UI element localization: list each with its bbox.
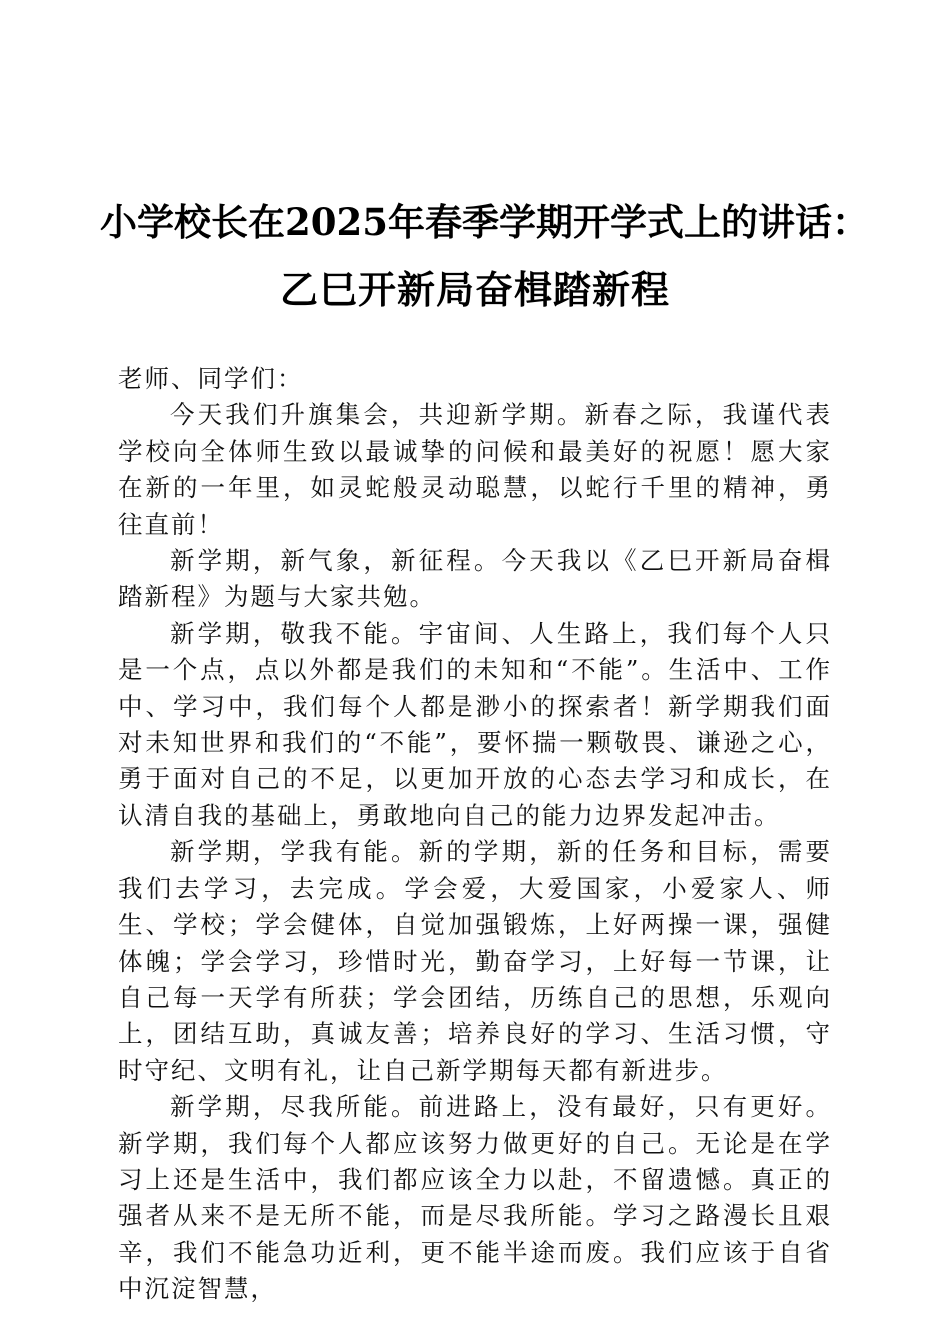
salutation: 老师、同学们： — [118, 364, 304, 393]
document-title-line-1: 小学校长在2025年春季学期开学式上的讲话： — [100, 200, 869, 244]
paragraph: 新学期，尽我所能。前进路上，没有最好，只有更好。新学期，我们每个人都应该努力做更好的自己。无论是在学习上还是生活中，我们都应该全力以赴，不留遗憾。真正的强者从来不是无所不能，而是尽我所能。学习之路漫长且艰辛，我们不能急功近利，更不能半途而废。我们应该于自省中沉淀智慧， — [118, 1092, 832, 1304]
paragraph: 新学期，新气象，新征程。今天我以《乙巳开新局奋楫踏新程》为题与大家共勉。 — [118, 546, 832, 612]
paragraph: 今天我们升旗集会，共迎新学期。新春之际，我谨代表学校向全体师生致以最诚挚的问候和最美好的祝愿！愿大家在新的一年里，如灵蛇般灵动聪慧，以蛇行千里的精神，勇往直前！ — [118, 400, 832, 539]
paragraph: 新学期，敬我不能。宇宙间、人生路上，我们每个人只是一个点，点以外都是我们的未知和“不能”。生活中、工作中、学习中，我们每个人都是渺小的探索者！新学期我们面对未知世界和我们的“不能”，要怀揣一颗敬畏、谦逊之心，勇于面对自己的不足，以更加开放的心态去学习和成长，在认清自我的基础上，勇敢地向自己的能力边界发起冲击。 — [118, 618, 832, 830]
document-title-line-2: 乙巳开新局奋楫踏新程 — [279, 267, 670, 312]
paragraph: 新学期，学我有能。新的学期，新的任务和目标，需要我们去学习，去完成。学会爱，大爱国家，小爱家人、师生、学校；学会健体，自觉加强锻炼，上好两操一课，强健体魄；学会学习，珍惜时光，勤奋学习，上好每一节课，让自己每一天学有所获；学会团结，历练自己的思想，乐观向上，团结互助，真诚友善；培养良好的学习、生活习惯，守时守纪、文明有礼，让自己新学期每天都有新进步。 — [118, 837, 832, 1085]
document-body — [118, 361, 832, 1308]
